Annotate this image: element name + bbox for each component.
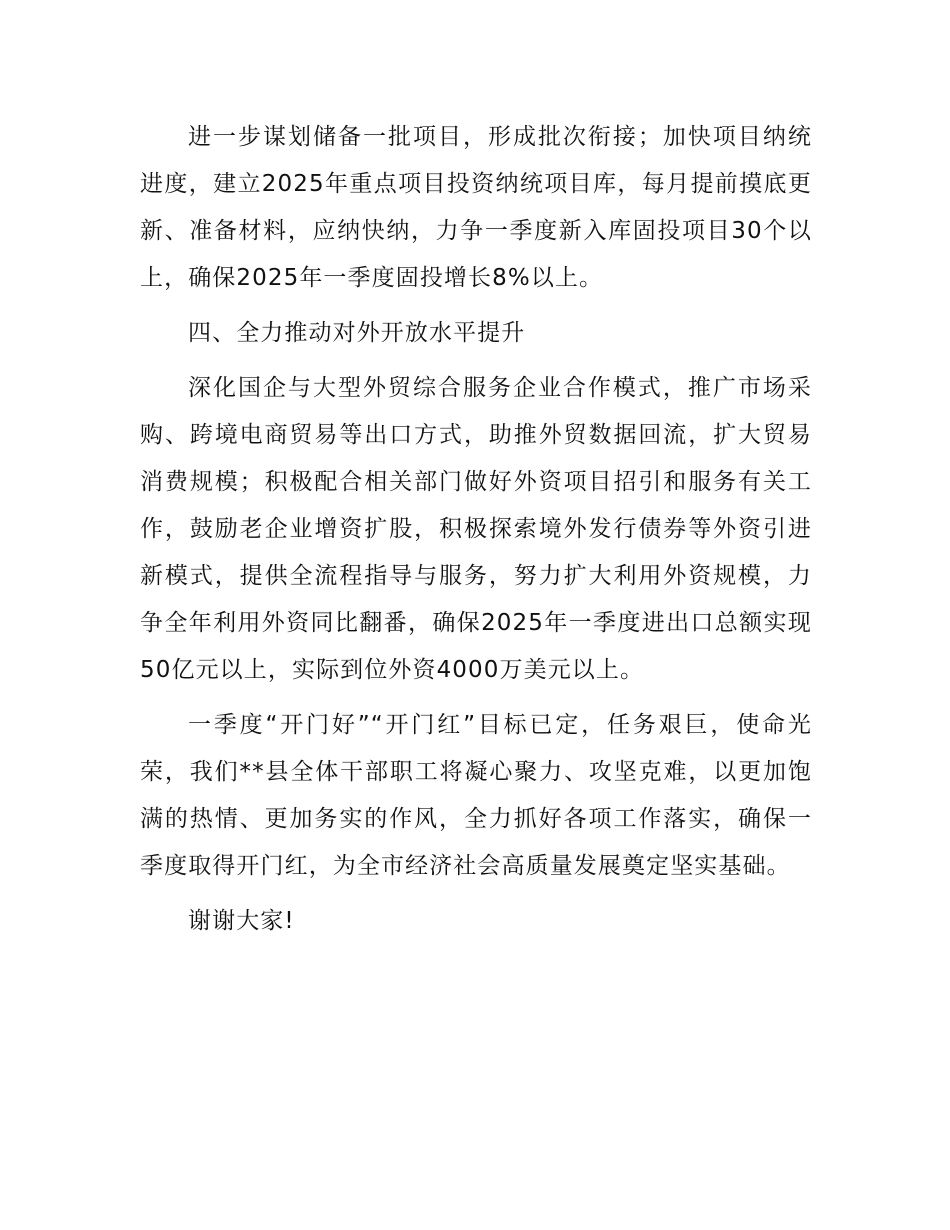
paragraph-foreign-trade: 深化国企与大型外贸综合服务企业合作模式，推广市场采购、跨境电商贸易等出口方式，助推外贸数据回流，扩大贸易消费规模；积极配合相关部门做好外资项目招引和服务有关工作，鼓励老企业增资扩股，积极探索境外发行债券等外资引进新模式，提供全流程指导与服务，努力扩大利用外资规模，力争全年利用外资同比翻番，确保2025年一季度进出口总额实现50亿元以上，实际到位外资4000万美元以上。 (140, 375, 812, 683)
paragraph-project-planning: 进一步谋划储备一批项目，形成批次衔接；加快项目纳统进度，建立2025年重点项目投资纳统项目库，每月提前摸底更新、准备材料，应纳快纳，力争一季度新入库固投项目30个以上，确保2025年一季度固投增长8%以上。 (140, 124, 812, 291)
document-body (140, 114, 812, 953)
section-heading-opening-up: 四、全力推动对外开放水平提升 (188, 320, 526, 346)
paragraph-conclusion: 一季度“开门好”“开门红”目标已定，任务艰巨，使命光荣，我们**县全体干部职工将凝心聚力、攻坚克难，以更加饱满的热情、更加务实的作风，全力抓好各项工作落实，确保一季度取得开门红，为全市经济社会高质量发展奠定坚实基础。 (140, 712, 812, 879)
paragraph-thanks: 谢谢大家! (188, 908, 295, 934)
